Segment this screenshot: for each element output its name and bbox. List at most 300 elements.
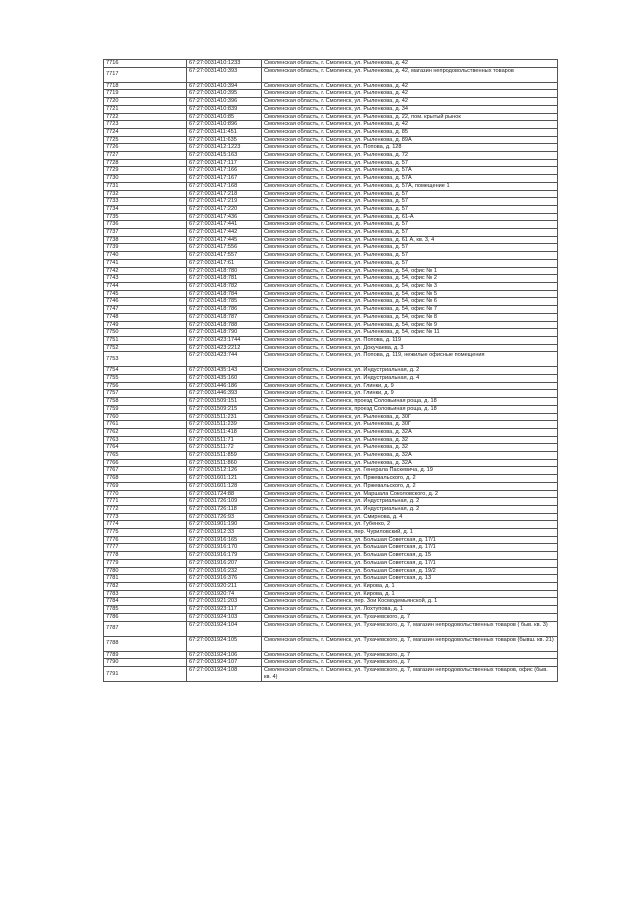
row-number: 7776 <box>104 536 187 544</box>
address: Смоленская область, г. Смоленск, ул. Рыленкова, д. 30Г <box>262 421 558 429</box>
table-row <box>104 513 558 521</box>
address: Смоленская область, г. Смоленск, ул. Рыленкова, д. 54, офис № 5 <box>262 290 558 298</box>
row-number: 7767 <box>104 467 187 475</box>
cadastral-number: 67:27:0031417:117 <box>187 159 262 167</box>
row-number: 7733 <box>104 198 187 206</box>
table-row <box>104 321 558 329</box>
table-row <box>104 190 558 198</box>
address: Смоленская область, г. Смоленск, ул. Рыленкова, д. 54, офис № 1 <box>262 267 558 275</box>
row-number: 7735 <box>104 213 187 221</box>
cadastral-number: 67:27:0031417:61 <box>187 259 262 267</box>
row-number: 7768 <box>104 475 187 483</box>
address: Смоленская область, г. Смоленск, ул. Большая Советская, д. 17/1 <box>262 559 558 567</box>
row-number: 7777 <box>104 544 187 552</box>
cadastral-number: 67:27:0031418:780 <box>187 267 262 275</box>
row-number: 7742 <box>104 267 187 275</box>
table-row <box>104 467 558 475</box>
address: Смоленская область, г. Смоленск, ул. Рыленкова, д. 89А <box>262 136 558 144</box>
cadastral-number: 67:27:0031601:121 <box>187 475 262 483</box>
cadastral-number: 67:27:0031417:556 <box>187 244 262 252</box>
address: Смоленская область, г. Смоленск, ул. Индустриальная, д. 2 <box>262 505 558 513</box>
address: Смоленская область, г. Смоленск, ул. Большая Советская, д. 17/1 <box>262 536 558 544</box>
address: Смоленская область, г. Смоленск, ул. Рыленкова, д. 57 <box>262 198 558 206</box>
address: Смоленская область, г. Смоленск, ул. Рыленкова, д. 54, офис № 3 <box>262 282 558 290</box>
table-row <box>104 221 558 229</box>
cadastral-number: 67:27:0031924:107 <box>187 659 262 667</box>
cadastral-number: 67:27:0031423:1744 <box>187 336 262 344</box>
cadastral-number: 67:27:0031511:418 <box>187 428 262 436</box>
cadastral-number: 67:27:0031916:232 <box>187 567 262 575</box>
address: Смоленская область, г. Смоленск, ул. Рыленкова, д. 42 <box>262 90 558 98</box>
table-row <box>104 213 558 221</box>
row-number: 7770 <box>104 490 187 498</box>
table-row <box>104 205 558 213</box>
row-number: 7765 <box>104 452 187 460</box>
row-number: 7789 <box>104 651 187 659</box>
row-number: 7755 <box>104 375 187 383</box>
cadastral-number: 67:27:0031446:186 <box>187 382 262 390</box>
address: Смоленская область, г. Смоленск, ул. Рыленкова, д. 85 <box>262 128 558 136</box>
table-row <box>104 275 558 283</box>
cadastral-number: 67:27:0031921:203 <box>187 598 262 606</box>
address: Смоленская область, г. Смоленск, ул. Генерала Паскевича, д. 19 <box>262 467 558 475</box>
address: Смоленская область, г. Смоленск, ул. Тухачевского, д. 7 <box>262 651 558 659</box>
address: Смоленская область, г. Смоленск, ул. Глинки, д. 9 <box>262 390 558 398</box>
cadastral-number: 67:27:0031412:1223 <box>187 144 262 152</box>
cadastral-number: 67:27:0031916:376 <box>187 575 262 583</box>
cadastral-number: 67:27:0031509:151 <box>187 398 262 406</box>
row-number: 7728 <box>104 159 187 167</box>
row-number: 7729 <box>104 167 187 175</box>
table-row <box>104 606 558 614</box>
cadastral-number: 67:27:0031916:170 <box>187 544 262 552</box>
row-number: 7782 <box>104 583 187 591</box>
address: Смоленская область, г. Смоленск, ул. Рыленкова, д. 57 <box>262 159 558 167</box>
cadastral-number: 67:27:0031418:786 <box>187 306 262 314</box>
table-row <box>104 552 558 560</box>
table-row <box>104 298 558 306</box>
row-number: 7722 <box>104 113 187 121</box>
address: Смоленская область, г. Смоленск, ул. Рыленкова, д. 57А <box>262 167 558 175</box>
cadastral-number: 67:27:0031726:118 <box>187 505 262 513</box>
table-row <box>104 636 558 651</box>
address: Смоленская область, г. Смоленск, ул. Тухачевского, д. 7, магазин непродовольственных товаров ( быв. кв. 3) <box>262 621 558 636</box>
table-row <box>104 336 558 344</box>
row-number: 7756 <box>104 382 187 390</box>
table-row <box>104 398 558 406</box>
cadastral-number: 67:27:0031924:103 <box>187 613 262 621</box>
address: Смоленская область, г. Смоленск, пер. Зои Космодемьянской, д. 1 <box>262 598 558 606</box>
address: Смоленская область, г. Смоленск, ул. Смирнова, д. 4 <box>262 513 558 521</box>
row-number: 7791 <box>104 666 187 681</box>
row-number: 7788 <box>104 636 187 651</box>
table-row <box>104 136 558 144</box>
cadastral-number: 67:27:0031511:239 <box>187 421 262 429</box>
address: Смоленская область, г. Смоленск, ул. Рыленкова, д. 61-А <box>262 213 558 221</box>
address: Смоленская область, г. Смоленск, ул. Рыленкова, д. 32 <box>262 436 558 444</box>
address: Смоленская область, г. Смоленск, ул. Индустриальная, д. 2 <box>262 498 558 506</box>
row-number: 7741 <box>104 259 187 267</box>
address: Смоленская область, г. Смоленск, ул. Пржевальского, д. 2 <box>262 475 558 483</box>
address: Смоленская область, г. Смоленск, ул. Большая Советская, д. 19/2 <box>262 567 558 575</box>
table-row <box>104 529 558 537</box>
cadastral-number: 67:27:0031423:744 <box>187 352 262 367</box>
address: Смоленская область, г. Смоленск, ул. Рыленкова, д. 57 <box>262 229 558 237</box>
row-number: 7763 <box>104 436 187 444</box>
cadastral-number: 67:27:0031923:117 <box>187 606 262 614</box>
cadastral-number: 67:27:0031724:88 <box>187 490 262 498</box>
table-row <box>104 282 558 290</box>
table-row <box>104 575 558 583</box>
address: Смоленская область, г. Смоленск, ул. Попова, д. 128 <box>262 144 558 152</box>
cadastral-number: 67:27:0031417:218 <box>187 190 262 198</box>
table-row <box>104 567 558 575</box>
cadastral-number: 67:27:0031415:163 <box>187 152 262 160</box>
cadastral-number: 67:27:0031924:108 <box>187 666 262 681</box>
cadastral-number: 67:27:0031901:190 <box>187 521 262 529</box>
table-row <box>104 421 558 429</box>
table-row <box>104 436 558 444</box>
address: Смоленская область, г. Смоленск, ул. Рыленкова, д. 54, офис № 8 <box>262 313 558 321</box>
cadastral-number: 67:27:0031512:126 <box>187 467 262 475</box>
cadastral-number: 67:27:0031511:859 <box>187 452 262 460</box>
address: Смоленская область, г. Смоленск, ул. Рыленкова, д. 54, офис № 2 <box>262 275 558 283</box>
table-row <box>104 405 558 413</box>
address: Смоленская область, г. Смоленск, ул. Пржевальского, д. 2 <box>262 482 558 490</box>
table-row <box>104 152 558 160</box>
cadastral-number: 67:27:0031411:635 <box>187 136 262 144</box>
row-number: 7774 <box>104 521 187 529</box>
row-number: 7780 <box>104 567 187 575</box>
cadastral-number: 67:27:0031435:160 <box>187 375 262 383</box>
cadastral-number: 67:27:0031410:85 <box>187 113 262 121</box>
address: Смоленская область, г. Смоленск, ул. Рыленкова, д. 54, офис № 11 <box>262 329 558 337</box>
table-row <box>104 475 558 483</box>
table-row <box>104 498 558 506</box>
address: Смоленская область, г. Смоленск, проезд Соловьиная роща, д. 18 <box>262 405 558 413</box>
row-number: 7716 <box>104 60 187 68</box>
row-number: 7760 <box>104 413 187 421</box>
row-number: 7764 <box>104 444 187 452</box>
table-row <box>104 236 558 244</box>
table-row <box>104 382 558 390</box>
table-row <box>104 490 558 498</box>
row-number: 7719 <box>104 90 187 98</box>
cadastral-number: 67:27:0031924:105 <box>187 636 262 651</box>
table-row <box>104 244 558 252</box>
table-row <box>104 590 558 598</box>
row-number: 7750 <box>104 329 187 337</box>
table-row <box>104 252 558 260</box>
table-row <box>104 167 558 175</box>
table-row <box>104 105 558 113</box>
row-number: 7720 <box>104 98 187 106</box>
row-number: 7758 <box>104 398 187 406</box>
table-row <box>104 267 558 275</box>
address: Смоленская область, г. Смоленск, ул. Рыленкова, д. 54, офис № 7 <box>262 306 558 314</box>
table-row <box>104 428 558 436</box>
table-row <box>104 329 558 337</box>
cadastral-number: 67:27:0031411:451 <box>187 128 262 136</box>
address: Смоленская область, г. Смоленск, ул. Рыленкова, д. 22, пом. крытый рынок <box>262 113 558 121</box>
cadastral-number: 67:27:0031446:393 <box>187 390 262 398</box>
cadastral-number: 67:27:0031509:215 <box>187 405 262 413</box>
table-row <box>104 144 558 152</box>
cadastral-number: 67:27:0031410:896 <box>187 121 262 129</box>
row-number: 7740 <box>104 252 187 260</box>
cadastral-number: 67:27:0031418:784 <box>187 290 262 298</box>
cadastral-number: 67:27:0031912:33 <box>187 529 262 537</box>
address: Смоленская область, г. Смоленск, ул. Индустриальная, д. 2 <box>262 367 558 375</box>
address: Смоленская область, г. Смоленск, ул. Рыленкова, д. 57 <box>262 205 558 213</box>
address: Смоленская область, г. Смоленск, ул. Рыленкова, д. 54, офис № 9 <box>262 321 558 329</box>
cadastral-number: 67:27:0031418:782 <box>187 282 262 290</box>
row-number: 7761 <box>104 421 187 429</box>
row-number: 7747 <box>104 306 187 314</box>
table-row <box>104 521 558 529</box>
address: Смоленская область, г. Смоленск, ул. Тухачевского, д. 7 <box>262 659 558 667</box>
table-row <box>104 598 558 606</box>
address: Смоленская область, г. Смоленск, ул. Рыленкова, д. 32А <box>262 459 558 467</box>
table-row <box>104 505 558 513</box>
row-number: 7717 <box>104 67 187 82</box>
table-row <box>104 290 558 298</box>
table-row <box>104 313 558 321</box>
row-number: 7723 <box>104 121 187 129</box>
row-number: 7790 <box>104 659 187 667</box>
row-number: 7730 <box>104 175 187 183</box>
cadastral-number: 67:27:0031410:395 <box>187 90 262 98</box>
table-row <box>104 367 558 375</box>
address: Смоленская область, г. Смоленск, проезд Соловьиная роща, д. 18 <box>262 398 558 406</box>
address: Смоленская область, г. Смоленск, ул. Рыленкова, д. 61 А, кв. 3, 4 <box>262 236 558 244</box>
address: Смоленская область, г. Смоленск, ул. Рыленкова, д. 42 <box>262 121 558 129</box>
cadastral-number: 67:27:0031726:93 <box>187 513 262 521</box>
row-number: 7752 <box>104 344 187 352</box>
row-number: 7775 <box>104 529 187 537</box>
address: Смоленская область, г. Смоленск, ул. Тухачевского, д. 7, магазин непродовольственных товаров, офис (быв. кв. 4) <box>262 666 558 681</box>
cadastral-number: 67:27:0031410:394 <box>187 82 262 90</box>
cadastral-number: 67:27:0031511:860 <box>187 459 262 467</box>
table-row <box>104 459 558 467</box>
row-number: 7748 <box>104 313 187 321</box>
row-number: 7784 <box>104 598 187 606</box>
row-number: 7743 <box>104 275 187 283</box>
address: Смоленская область, г. Смоленск, ул. Рыленкова, д. 57 <box>262 190 558 198</box>
table-row <box>104 121 558 129</box>
address: Смоленская область, г. Смоленск, ул. Рыленкова, д. 42 <box>262 60 558 68</box>
table-row <box>104 621 558 636</box>
table-row <box>104 413 558 421</box>
row-number: 7734 <box>104 205 187 213</box>
table-row <box>104 90 558 98</box>
row-number: 7737 <box>104 229 187 237</box>
table-row <box>104 159 558 167</box>
table-row <box>104 98 558 106</box>
address: Смоленская область, г. Смоленск, ул. Рыленкова, д. 57А, помещение 1 <box>262 182 558 190</box>
address: Смоленская область, г. Смоленск, ул. Рыленкова, д. 57 <box>262 221 558 229</box>
address: Смоленская область, г. Смоленск, ул. Глинки, д. 9 <box>262 382 558 390</box>
cadastral-number: 67:27:0031417:436 <box>187 213 262 221</box>
table-row <box>104 306 558 314</box>
table-row <box>104 559 558 567</box>
row-number: 7745 <box>104 290 187 298</box>
cadastral-number: 67:27:0031418:787 <box>187 313 262 321</box>
address: Смоленская область, г. Смоленск, ул. Рыленкова, д. 57 <box>262 259 558 267</box>
table-row <box>104 175 558 183</box>
table-row <box>104 344 558 352</box>
cadastral-number: 67:27:0031410:839 <box>187 105 262 113</box>
cadastral-number: 67:27:0031511:71 <box>187 436 262 444</box>
address: Смоленская область, г. Смоленск, ул. Рыленкова, д. 72 <box>262 152 558 160</box>
row-number: 7751 <box>104 336 187 344</box>
row-number: 7759 <box>104 405 187 413</box>
cadastral-number: 67:27:0031418:790 <box>187 329 262 337</box>
address: Смоленская область, г. Смоленск, ул. Докучаева, д. 3 <box>262 344 558 352</box>
row-number: 7739 <box>104 244 187 252</box>
address: Смоленская область, г. Смоленск, ул. Рыленкова, д. 32А <box>262 452 558 460</box>
row-number: 7757 <box>104 390 187 398</box>
address: Смоленская область, г. Смоленск, ул. Рыленкова, д. 34 <box>262 105 558 113</box>
row-number: 7731 <box>104 182 187 190</box>
address: Смоленская область, г. Смоленск, пер. Чуриловский, д. 1 <box>262 529 558 537</box>
address: Смоленская область, г. Смоленск, ул. Кирова, д. 1 <box>262 590 558 598</box>
row-number: 7718 <box>104 82 187 90</box>
table-row <box>104 259 558 267</box>
row-number: 7721 <box>104 105 187 113</box>
table-row <box>104 229 558 237</box>
cadastral-number: 67:27:0031417:167 <box>187 175 262 183</box>
row-number: 7785 <box>104 606 187 614</box>
table-row <box>104 444 558 452</box>
cadastral-number: 67:27:0031423:2212 <box>187 344 262 352</box>
table-body <box>104 60 558 682</box>
row-number: 7762 <box>104 428 187 436</box>
table-row <box>104 375 558 383</box>
table-row <box>104 82 558 90</box>
row-number: 7746 <box>104 298 187 306</box>
row-number: 7724 <box>104 128 187 136</box>
cadastral-number: 67:27:0031417:220 <box>187 205 262 213</box>
table-row <box>104 67 558 82</box>
row-number: 7769 <box>104 482 187 490</box>
row-number: 7753 <box>104 352 187 367</box>
address: Смоленская область, г. Смоленск, ул. Рыленкова, д. 42 <box>262 82 558 90</box>
table-row <box>104 583 558 591</box>
row-number: 7754 <box>104 367 187 375</box>
cadastral-number: 67:27:0031916:207 <box>187 559 262 567</box>
row-number: 7779 <box>104 559 187 567</box>
cadastral-number: 67:27:0031916:179 <box>187 552 262 560</box>
table-row <box>104 666 558 681</box>
cadastral-number: 67:27:0031418:788 <box>187 321 262 329</box>
row-number: 7726 <box>104 144 187 152</box>
row-number: 7772 <box>104 505 187 513</box>
row-number: 7786 <box>104 613 187 621</box>
table-row <box>104 544 558 552</box>
row-number: 7773 <box>104 513 187 521</box>
cadastral-number: 67:27:0031417:166 <box>187 167 262 175</box>
address: Смоленская область, г. Смоленск, ул. Большая Советская, д. 17/1 <box>262 544 558 552</box>
row-number: 7736 <box>104 221 187 229</box>
address: Смоленская область, г. Смоленск, ул. Попова, д. 119 <box>262 336 558 344</box>
cadastral-number: 67:27:0031417:441 <box>187 221 262 229</box>
address: Смоленская область, г. Смоленск, ул. Рыленкова, д. 54, офис № 6 <box>262 298 558 306</box>
cadastral-number: 67:27:0031601:128 <box>187 482 262 490</box>
address: Смоленская область, г. Смоленск, ул. Рыленкова, д. 32 <box>262 444 558 452</box>
address: Смоленская область, г. Смоленск, ул. Рыленкова, д. 32А <box>262 428 558 436</box>
row-number: 7725 <box>104 136 187 144</box>
cadastral-number: 67:27:0031410:1233 <box>187 60 262 68</box>
row-number: 7783 <box>104 590 187 598</box>
row-number: 7749 <box>104 321 187 329</box>
table-row <box>104 659 558 667</box>
table-row <box>104 613 558 621</box>
table-row <box>104 198 558 206</box>
address: Смоленская область, г. Смоленск, ул. Маршала Соколовского, д. 2 <box>262 490 558 498</box>
address: Смоленская область, г. Смоленск, ул. Рыленкова, д. 42 <box>262 98 558 106</box>
address: Смоленская область, г. Смоленск, ул. Большая Советская, д. 13 <box>262 575 558 583</box>
table-row <box>104 182 558 190</box>
address: Смоленская область, г. Смоленск, ул. Тухачевского, д. 7 <box>262 613 558 621</box>
cadastral-number: 67:27:0031417:168 <box>187 182 262 190</box>
address: Смоленская область, г. Смоленск, ул. Рыленкова, д. 30Г <box>262 413 558 421</box>
cadastral-number: 67:27:0031417:445 <box>187 236 262 244</box>
table-row <box>104 482 558 490</box>
table-row <box>104 60 558 68</box>
table-row <box>104 113 558 121</box>
cadastral-number: 67:27:0031924:104 <box>187 621 262 636</box>
row-number: 7732 <box>104 190 187 198</box>
row-number: 7781 <box>104 575 187 583</box>
table-row <box>104 390 558 398</box>
cadastral-number: 67:27:0031920:74 <box>187 590 262 598</box>
cadastral-number: 67:27:0031417:442 <box>187 229 262 237</box>
address: Смоленская область, г. Смоленск, ул. Большая Советская, д. 15 <box>262 552 558 560</box>
property-register-table <box>103 59 558 682</box>
row-number: 7787 <box>104 621 187 636</box>
cadastral-number: 67:27:0031418:785 <box>187 298 262 306</box>
address: Смоленская область, г. Смоленск, ул. Рыленкова, д. 57А <box>262 175 558 183</box>
row-number: 7766 <box>104 459 187 467</box>
cadastral-number: 67:27:0031924:106 <box>187 651 262 659</box>
row-number: 7771 <box>104 498 187 506</box>
address: Смоленская область, г. Смоленск, ул. Рыленкова, д. 42, магазин непродовольственных товаров <box>262 67 558 82</box>
cadastral-number: 67:27:0031418:781 <box>187 275 262 283</box>
table-row <box>104 536 558 544</box>
table-row <box>104 452 558 460</box>
row-number: 7727 <box>104 152 187 160</box>
address: Смоленская область, г. Смоленск, ул. Рыленкова, д. 57 <box>262 252 558 260</box>
cadastral-number: 67:27:0031920:211 <box>187 583 262 591</box>
cadastral-number: 67:27:0031410:393 <box>187 67 262 82</box>
address: Смоленская область, г. Смоленск, ул. Тухачевского, д. 7, магазин непродовольственных товаров (бывш. кв. 21) <box>262 636 558 651</box>
address: Смоленская область, г. Смоленск, ул. Кирова, д. 1 <box>262 583 558 591</box>
address: Смоленская область, г. Смоленск, ул. Лохтупова, д. 1 <box>262 606 558 614</box>
cadastral-number: 67:27:0031435:143 <box>187 367 262 375</box>
table-row <box>104 128 558 136</box>
table-row <box>104 651 558 659</box>
cadastral-number: 67:27:0031726:109 <box>187 498 262 506</box>
cadastral-number: 67:27:0031511:72 <box>187 444 262 452</box>
address: Смоленская область, г. Смоленск, ул. Попова, д. 119, нежилые офисные помещения <box>262 352 558 367</box>
address: Смоленская область, г. Смоленск, ул. Рыленкова, д. 57 <box>262 244 558 252</box>
cadastral-number: 67:27:0031916:165 <box>187 536 262 544</box>
table-row <box>104 352 558 367</box>
row-number: 7738 <box>104 236 187 244</box>
cadastral-number: 67:27:0031511:231 <box>187 413 262 421</box>
address: Смоленская область, г. Смоленск, ул. Губенко, 2 <box>262 521 558 529</box>
